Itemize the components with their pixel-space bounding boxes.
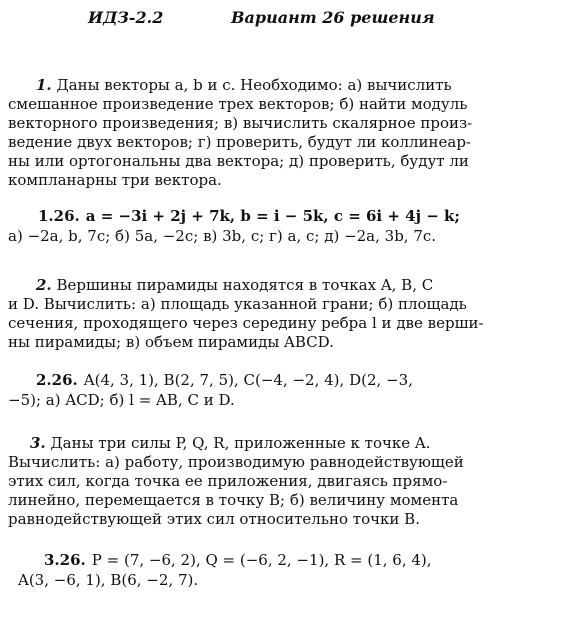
task-1-variant-number: 1.26. [38, 207, 80, 225]
task-1-line-2: смешанное произведение трех векторов; б) найти модуль [8, 95, 468, 113]
header-variant: Вариант 26 решения [231, 8, 435, 27]
task-1-variant-line-1: 1.26. a = −3i + 2j + 7k, b = i − 5k, c = 6i + 4j − k; [38, 207, 460, 225]
task-3-line-3: этих сил, когда точка ее приложения, двигаясь прямо- [8, 472, 448, 490]
task-1-number: 1. [36, 76, 52, 94]
task-1-line-4: ведение двух векторов; г) проверить, будут ли коллинеар- [8, 133, 471, 151]
task-1-line-3: векторного произведения; в) вычислить скалярное произ- [8, 114, 473, 132]
task-1-line-6: компланарны три вектора. [8, 171, 222, 189]
task-1-variant [8, 206, 551, 246]
header-title: ИДЗ-2.2 [88, 8, 164, 27]
task-2-number: 2. [36, 276, 52, 294]
task-2-line-3: сечения, проходящего через середину ребра l и две верши- [8, 314, 484, 332]
task-3-variant-number: 3.26. [44, 551, 86, 569]
task-3-number: 3. [30, 434, 46, 452]
task-2-line-2: и D. Вычислить: а) площадь указанной грани; б) площадь [8, 295, 467, 313]
task-2-variant-line-2: −5); а) ACD; б) l = AB, C и D. [8, 391, 235, 409]
task-2-variant [8, 370, 551, 410]
task-3-variant-line-2: A(3, −6, 1), B(6, −2, 7). [18, 571, 199, 589]
task-1-statement [8, 76, 551, 190]
task-2-line-4: ны пирамиды; в) объем пирамиды ABCD. [8, 333, 334, 351]
task-3-variant [8, 550, 551, 590]
task-2-variant-line-1: 2.26. A(4, 3, 1), B(2, 7, 5), C(−4, −2, 4), D(2, −3, [36, 371, 413, 389]
page-header [88, 8, 549, 32]
task-1-variant-line-2: а) −2a, b, 7c; б) 5a, −2c; в) 3b, c; г) a, c; д) −2a, 3b, 7c. [8, 227, 437, 245]
task-1-line-1: 1. Даны векторы a, b и c. Необходимо: а) вычислить [36, 76, 452, 94]
task-1-line-5: ны или ортогональны два вектора; д) проверить, будут ли [8, 152, 469, 170]
task-3-line-5: равнодействующей этих сил относительно точки B. [8, 510, 420, 528]
task-3-line-2: Вычислить: а) работу, производимую равнодействующей [8, 453, 464, 471]
task-3-statement [8, 434, 551, 529]
task-2-statement [8, 276, 551, 352]
task-3-line-4: линейно, перемещается в точку B; б) величину момента [8, 491, 459, 509]
task-3-variant-line-1: 3.26. P = (7, −6, 2), Q = (−6, 2, −1), R = (1, 6, 4), [44, 551, 432, 569]
task-2-line-1: 2. Вершины пирамиды находятся в точках A, B, C [36, 276, 434, 294]
task-3-line-1: 3. Даны три силы P, Q, R, приложенные к точке A. [30, 434, 431, 452]
task-2-variant-number: 2.26. [36, 371, 78, 389]
